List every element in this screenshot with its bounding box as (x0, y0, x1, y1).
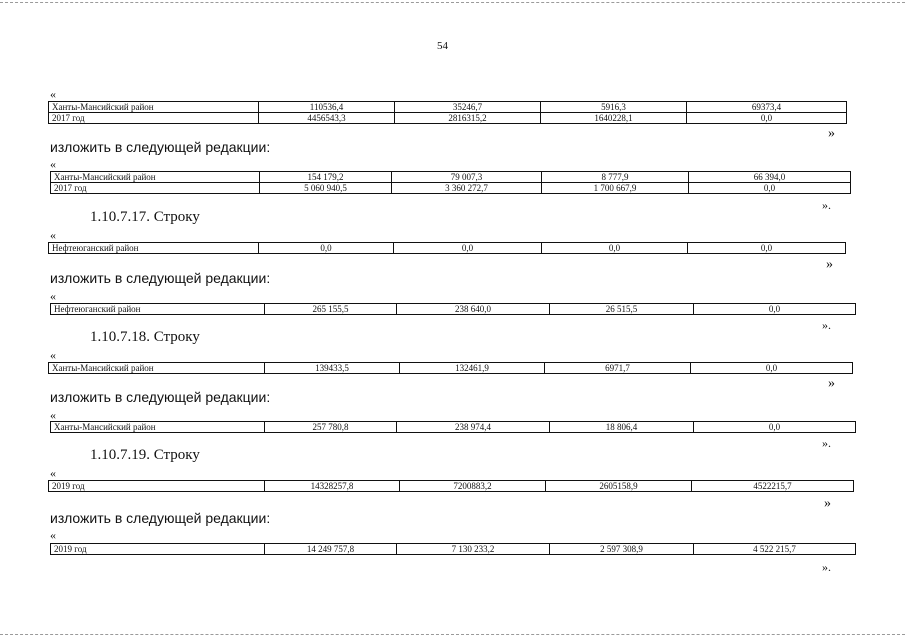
row-label-cell: Ханты-Мансийский район (51, 422, 265, 433)
old-values-table (48, 480, 854, 492)
value-cell: 66 394,0 (689, 172, 851, 183)
value-cell: 4522215,7 (692, 481, 854, 492)
value-cell: 1640228,1 (541, 113, 687, 124)
scan-edge-top (0, 2, 905, 4)
value-cell: 7200883,2 (400, 481, 546, 492)
close-quote-dot: ». (822, 198, 831, 212)
value-cell: 35246,7 (395, 102, 541, 113)
value-cell: 4456543,3 (259, 113, 395, 124)
row-label-cell: 2019 год (49, 481, 265, 492)
value-cell: 18 806,4 (550, 422, 694, 433)
value-cell: 0,0 (687, 113, 847, 124)
value-cell: 2 597 308,9 (550, 544, 694, 555)
new-values-table (50, 543, 856, 555)
table-row (49, 243, 846, 254)
value-cell: 110536,4 (259, 102, 395, 113)
value-cell: 5916,3 (541, 102, 687, 113)
value-cell: 0,0 (259, 243, 394, 254)
table-row (49, 113, 847, 124)
replace-instruction: изложить в следующей редакции: (50, 389, 271, 405)
value-cell: 0,0 (694, 422, 856, 433)
open-quote: « (50, 408, 56, 422)
section-heading: 1.10.7.18. Строку (90, 329, 200, 345)
value-cell: 0,0 (689, 183, 851, 194)
value-cell: 69373,4 (687, 102, 847, 113)
value-cell: 5 060 940,5 (260, 183, 392, 194)
new-values-table (50, 421, 856, 433)
section-heading: 1.10.7.17. Строку (90, 209, 200, 225)
table-row (49, 102, 847, 113)
row-label-cell: 2017 год (49, 113, 259, 124)
table-row (51, 304, 856, 315)
value-cell: 0,0 (688, 243, 846, 254)
old-values-table (48, 101, 847, 124)
scan-edge-bottom (0, 634, 905, 636)
table-row (49, 481, 854, 492)
page-number: 54 (437, 40, 448, 52)
row-label-cell: 2017 год (51, 183, 260, 194)
replace-instruction: изложить в следующей редакции: (50, 510, 271, 526)
value-cell: 139433,5 (265, 363, 400, 374)
value-cell: 26 515,5 (550, 304, 694, 315)
open-quote: « (50, 157, 56, 171)
value-cell: 6971,7 (545, 363, 691, 374)
open-quote: « (50, 348, 56, 362)
row-label-cell: Ханты-Мансийский район (49, 102, 259, 113)
value-cell: 265 155,5 (265, 304, 397, 315)
row-label-cell: Нефтеюганский район (51, 304, 265, 315)
value-cell: 8 777,9 (542, 172, 689, 183)
replace-instruction: изложить в следующей редакции: (50, 139, 271, 155)
open-quote: « (50, 528, 56, 542)
value-cell: 238 640,0 (397, 304, 550, 315)
table-row (51, 183, 851, 194)
value-cell: 7 130 233,2 (397, 544, 550, 555)
value-cell: 0,0 (542, 243, 688, 254)
new-values-table (50, 303, 856, 315)
close-quote: » (824, 496, 831, 511)
section-heading: 1.10.7.19. Строку (90, 447, 200, 463)
open-quote: « (50, 228, 56, 242)
row-label-cell: Нефтеюганский район (49, 243, 259, 254)
value-cell: 0,0 (394, 243, 542, 254)
value-cell: 14 249 757,8 (265, 544, 397, 555)
value-cell: 1 700 667,9 (542, 183, 689, 194)
value-cell: 14328257,8 (265, 481, 400, 492)
close-quote: » (826, 257, 833, 272)
table-row (51, 172, 851, 183)
value-cell: 238 974,4 (397, 422, 550, 433)
table-row (49, 363, 853, 374)
close-quote: » (828, 126, 835, 141)
value-cell: 2605158,9 (546, 481, 692, 492)
replace-instruction: изложить в следующей редакции: (50, 270, 271, 286)
open-quote: « (50, 466, 56, 480)
new-values-table (50, 171, 851, 194)
value-cell: 79 007,3 (392, 172, 542, 183)
old-values-table (48, 362, 853, 374)
value-cell: 132461,9 (400, 363, 545, 374)
value-cell: 257 780,8 (265, 422, 397, 433)
close-quote-dot: ». (822, 560, 831, 574)
value-cell: 4 522 215,7 (694, 544, 856, 555)
close-quote-dot: ». (822, 318, 831, 332)
row-label-cell: Ханты-Мансийский район (49, 363, 265, 374)
value-cell: 154 179,2 (260, 172, 392, 183)
row-label-cell: Ханты-Мансийский район (51, 172, 260, 183)
old-values-table (48, 242, 846, 254)
close-quote: » (828, 376, 835, 391)
value-cell: 2816315,2 (395, 113, 541, 124)
row-label-cell: 2019 год (51, 544, 265, 555)
table-row (51, 544, 856, 555)
close-quote-dot: ». (822, 436, 831, 450)
open-quote: « (50, 87, 56, 101)
table-row (51, 422, 856, 433)
value-cell: 0,0 (694, 304, 856, 315)
open-quote: « (50, 289, 56, 303)
value-cell: 0,0 (691, 363, 853, 374)
value-cell: 3 360 272,7 (392, 183, 542, 194)
